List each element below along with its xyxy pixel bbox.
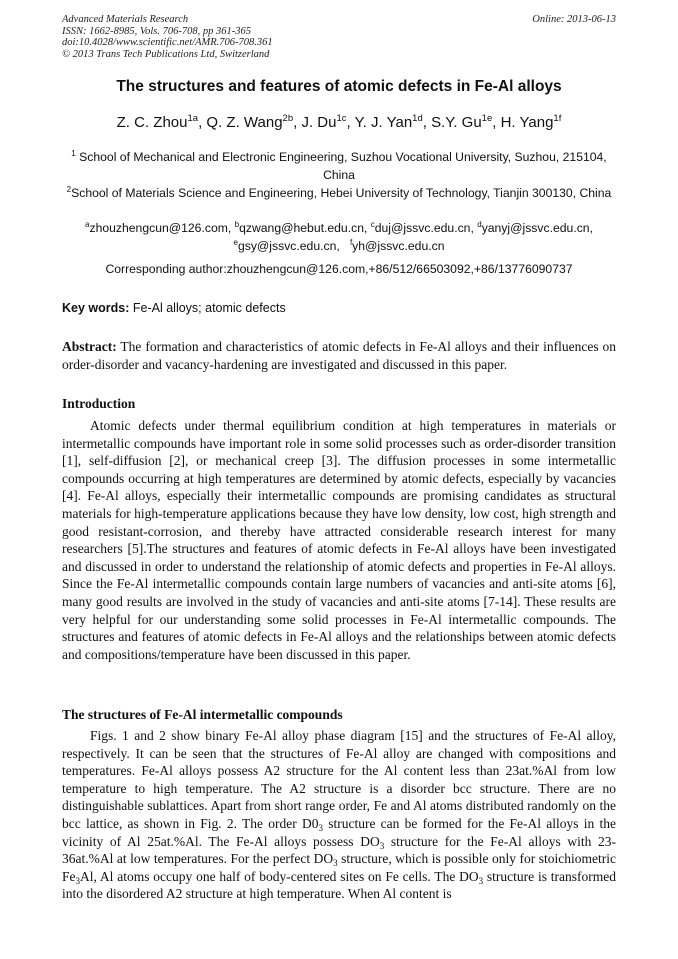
text-run: structure is transformed into the disordered A2 structure at high temperature. When Al content is [62,868,616,902]
author-list: Z. C. Zhou$^{1a}$, Q. Z. Wang$^{2b}$, J. $Du^{1c}$, Y. J. Yan$^{1d}$, S.Y. $Gu^{1e}$, H. Yang$^{1f}$ [116,113,562,131]
text-run: Figs. 1 and 2 show binary Fe-Al alloy phase diagram [15] and the structures of Fe-Al alloy, respectively. It can be seen that the structures of Fe-Al alloy are changed with compositions and temperatures. Fe-Al alloys possess A2 structure for the Al content less than 23at.%Al from low temperature to high temperature. The A2 structure is a disorder bcc structure. There are no distinguishable sublattices. Apart from short range order, Fe and Al atoms distributed randomly on the bcc lattice, as shown in Fig. 2. The order D0 [62,728,616,831]
corresponding-author: Corresponding author:zhouzhengcun@126.com,+86/512/66503092,+86/13776090737 [105,262,573,276]
email-sup: c [370,220,375,229]
abstract-text: The formation and characteristics of atomic defects in Fe-Al alloys and their influences on order-disorder and vacancy-hardening are investigated and discussed in this paper. [62,339,616,372]
author-name: H. Yang [500,114,554,131]
text-run: structure, which is possible only for stoichiometric Fe [62,851,616,884]
section-heading-structures: The structures of Fe-Al intermetallic compounds [62,707,343,722]
journal-doi[interactable]: doi:10.4028/www.scientific.net/AMR.706-708.361 [62,37,273,48]
journal-name: Advanced Materials Research [62,14,189,25]
affiliation-1 [62,148,616,184]
author-name: Z. C. Zhou [116,114,188,131]
email-sup: d [477,220,482,229]
email-sup: e [233,238,238,247]
email-list [62,219,616,255]
online-date: Online: 2013-06-13 [532,14,616,25]
text-run: structure can be formed for the Fe-Al alloys in the vicinity of Al 25at.%Al. The Fe-Al alloys possess DO [62,815,616,849]
subscript: 3 [478,875,484,886]
email-address[interactable]: yh@jssvc.edu.cn [352,239,445,253]
text-run: structure for the Fe-Al alloys with 23-36at.%Al at low temperatures. For the perfect DO [62,833,617,867]
email-sup: b [234,220,240,229]
author-name: Y. J. Yan [354,114,413,131]
subscript: 3 [333,858,338,869]
structures-paragraph [62,727,616,903]
email-sup: f [349,238,353,247]
keywords-label: Key words: [62,301,130,315]
email-address[interactable]: qzwang@hebut.edu.cn, [239,221,368,235]
abstract-label: Abstract: [62,339,117,354]
paper-title: The structures and features of atomic defects in Fe-Al alloys [116,78,562,95]
subscript: 3 [379,840,385,851]
journal-header [62,14,616,60]
affiliation-2 [62,184,616,202]
author-sup: 2b [282,113,294,124]
author-sup: 1e [481,113,493,124]
journal-copyright: © 2013 Trans Tech Publications Ltd, Switzerland [62,48,270,60]
email-sup: a [85,220,90,229]
email-address[interactable]: gsy@jssvc.edu.cn, [237,239,340,253]
keywords [62,301,286,315]
affiliation-num: 1 [71,149,76,158]
email-address[interactable]: yanyj@jssvc.edu.cn, [481,221,593,235]
section-heading-introduction: Introduction [62,396,136,411]
email-address[interactable]: zhouzhengcun@126.com, [89,221,232,235]
keywords-text: Fe-Al alloys; atomic defects [132,301,286,315]
affiliation-text: School of Materials Science and Engineering, Hebei University of Technology, Tianjin 300130, China [71,186,612,200]
author-sup: 1a [187,113,199,124]
subscript: 3 [75,875,80,886]
email-address[interactable]: duj@jssvc.edu.cn, [374,221,474,235]
abstract [62,338,616,373]
author-sup: 1f [553,113,562,124]
author-name: Q. Z. Wang [206,114,283,131]
author-sup: 1c [336,113,347,124]
author-name: S.Y. Gu [431,114,482,131]
subscript: 3 [318,822,323,833]
journal-issn: ISSN: 1662-8985, Vols. 706-708, pp 361-365 [62,25,251,37]
introduction-paragraph: Atomic defects under thermal equilibrium condition at high temperatures in materials or intermetallic compounds have important role in some solid processes such as order-disorder transition [1], self-diffusion [2], or mechanical creep [3]. The diffusion processes in some intermetallic compounds occurring at high temperatures are determined by atomic defects, especially by vacancies [4]. Fe-Al alloys, especially their intermetallic compounds are promising candidates as structural materials for high-temperature applications because they have low density, low cost, high strength and good resistant-corrosion, and thereby have attracted considerable research interest for many researchers [5].The structures and features of atomic defects in Fe-Al alloys have been investigated and discussed in order to understand the relationship of atomic defects and properties in Fe-Al alloys. Since the Fe-Al intermetallic compounds contain large numbers of vacancies and anti-site atoms [6], many good results are involved in the study of vacancies and anti-site atoms [7-14]. These results are very helpful for our understanding some solid processes in Fe-Al intermetallic compounds. The structures and features of atomic defects in Fe-Al alloys and the relationships between atomic defects and compositions/temperature have been discussed in this paper. [62,418,616,662]
author-sup: 1d [412,113,423,124]
affiliation-text: School of Mechanical and Electronic Engineering, Suzhou Vocational University, Suzhou, 215104, China [79,150,607,182]
author-name: J. Du [301,114,337,131]
text-run: Al, Al atoms occupy one half of body-centered sites on Fe cells. The DO [80,868,479,884]
affiliation-num: 2 [66,185,72,194]
